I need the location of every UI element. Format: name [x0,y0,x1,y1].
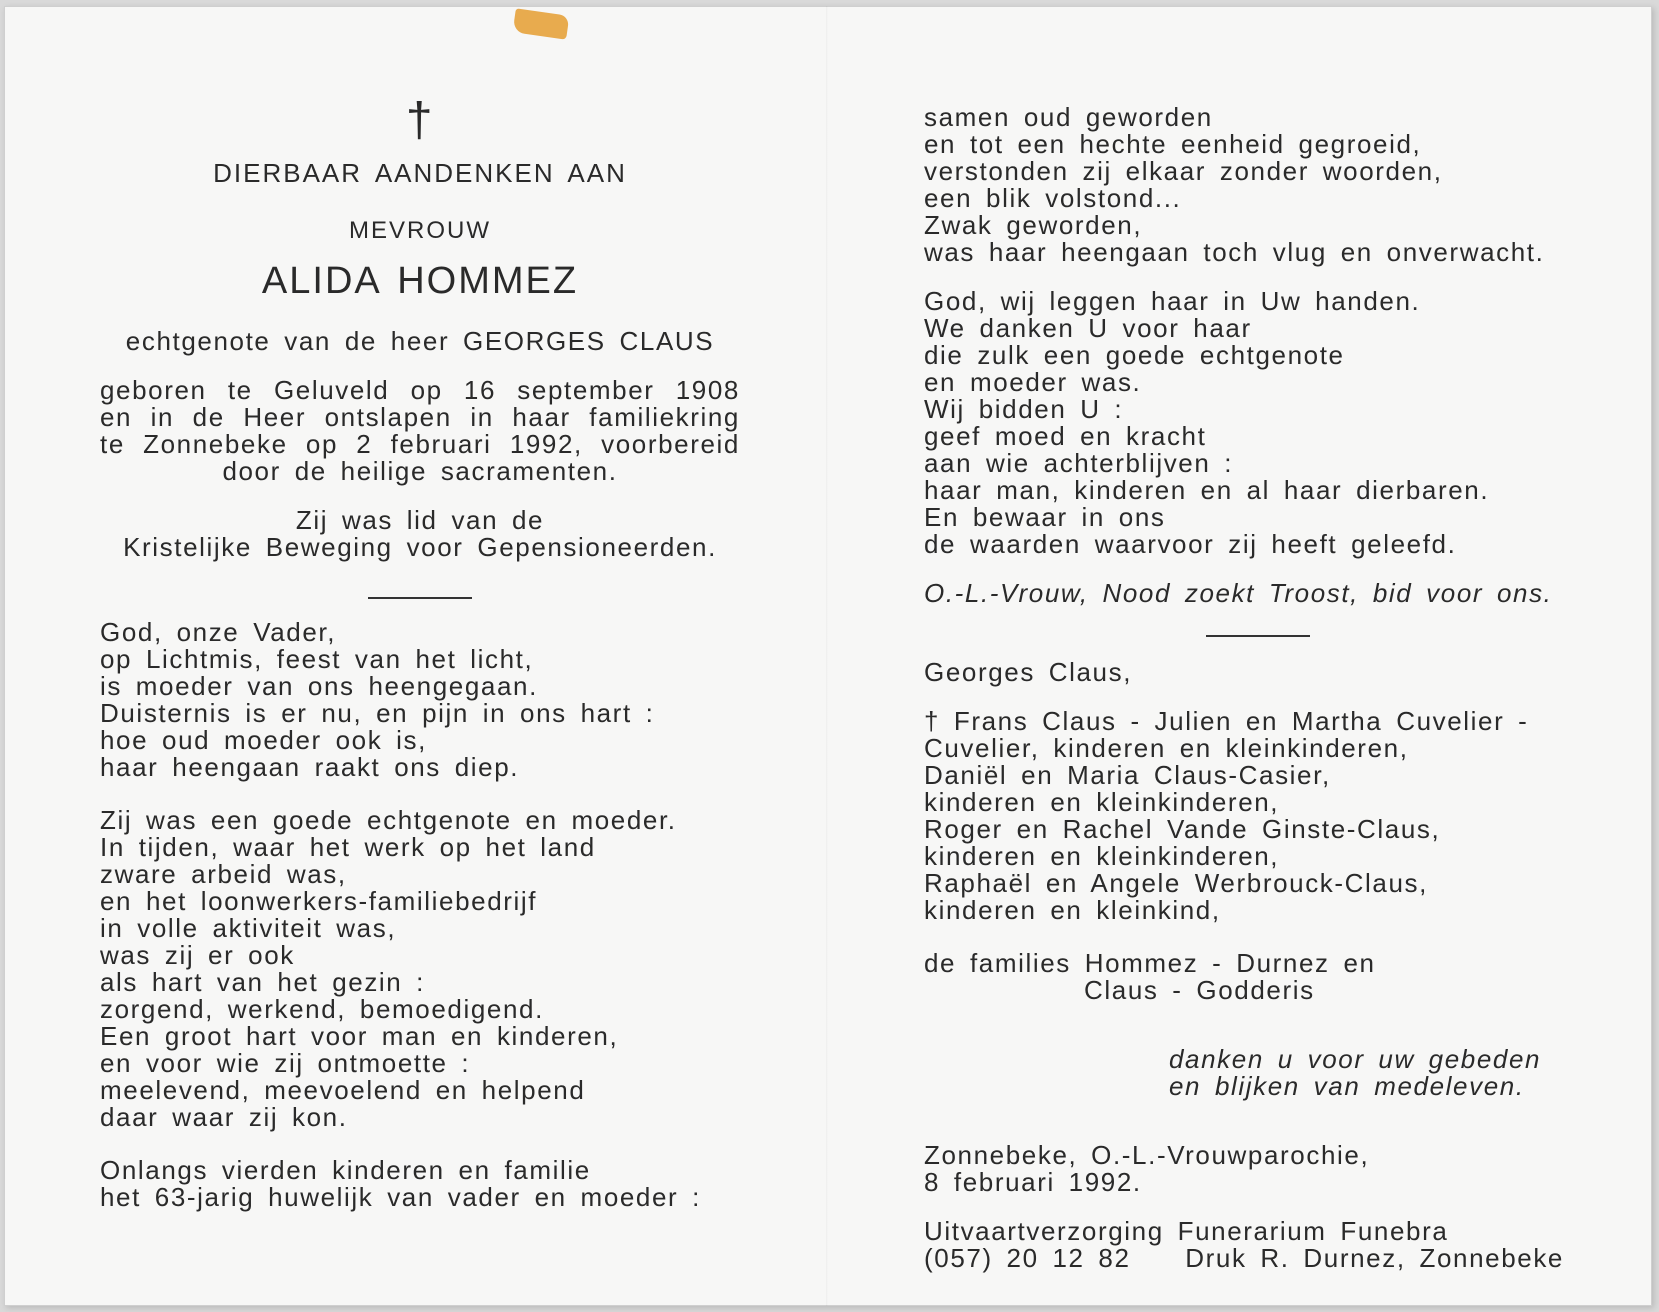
text-line: de families Hommez - Durnez en [924,948,1376,978]
imprint-row [924,1245,1564,1272]
text-line: op Lichtmis, feest van het licht, [100,644,534,674]
text-line: zware arbeid was, [100,859,347,889]
list-item: Daniël en Maria Claus-Casier, [924,760,1331,790]
date-line: 8 februari 1992. [924,1167,1142,1197]
text-line: die zulk een goede echtgenote [924,340,1345,370]
list-item: kinderen en kleinkind, [924,895,1221,925]
text-line: zorgend, werkend, bemoedigend. [100,994,544,1024]
text-line: het 63-jarig huwelijk van vader en moeder : [100,1182,701,1212]
text-line: En bewaar in ons [924,502,1166,532]
list-item: Raphaël en Angele Werbrouck-Claus, [924,868,1428,898]
text-line: God, onze Vader, [100,617,337,647]
deceased-name: ALIDA HOMMEZ [261,260,579,302]
heading: DIERBAAR AANDENKEN AAN [213,158,627,188]
title-prefix: MEVROUW [349,217,491,244]
fold-line [826,6,828,1306]
spouse-line: echtgenote van de heer GEORGES CLAUS [125,326,715,356]
list-item: † Frans Claus - Julien en Martha Cuvelier - [924,706,1529,736]
husband-name: Georges Claus, [924,657,1133,687]
list-item: kinderen en kleinkinderen, [924,841,1280,871]
cross-icon: † [405,94,435,147]
text-line: als hart van het gezin : [100,967,425,997]
printer-name: Druk R. Durnez, Zonnebeke [1185,1243,1564,1273]
text-line: God, wij leggen haar in Uw handen. [924,286,1421,316]
text-line: We danken U voor haar [924,313,1252,343]
text-line: meelevend, meevoelend en helpend [100,1075,586,1105]
membership-text [100,507,740,561]
text-line: Zwak geworden, [924,210,1143,240]
left-page [100,96,740,1211]
text-line: Een groot hart voor man en kinderen, [100,1021,619,1051]
text-line: en in de Heer ontslapen in haar familiekring [100,402,740,432]
text-line: geboren te Geluveld op 16 september 1908 [100,375,740,405]
text-line: en voor wie zij ontmoette : [100,1048,471,1078]
text-line: door de heilige sacramenten. [222,456,618,486]
poem-4 [924,104,1574,266]
text-line: aan wie achterblijven : [924,448,1234,478]
text-line: een blik volstond... [924,183,1182,213]
text-line: de waarden waarvoor zij heeft geleefd. [924,529,1457,559]
text-line: Zij was een goede echtgenote en moeder. [100,805,677,835]
memorial-card [4,6,1652,1306]
tape-mark [513,8,570,39]
phone-number: (057) 20 12 82 [924,1243,1131,1273]
poem-3 [100,1157,740,1211]
list-item: kinderen en kleinkinderen, [924,787,1280,817]
text-line: In tijden, waar het werk op het land [100,832,596,862]
text-line: hoe oud moeder ook is, [100,725,427,755]
families [924,950,1574,1004]
text-line: samen oud geworden [924,102,1213,132]
text-line: en het loonwerkers-familiebedrijf [100,886,538,916]
text-line: Zij was lid van de [295,505,545,535]
text-line: daar waar zij kon. [100,1102,348,1132]
place-date [924,1142,1574,1196]
text-line: te Zonnebeke op 2 februari 1992, voorbereid [100,429,740,459]
text-line: Claus - Godderis [1084,975,1315,1005]
text-line: in volle aktiviteit was, [100,913,397,943]
text-line: Wij bidden U : [924,394,1124,424]
divider [1206,635,1310,637]
text-line: haar heengaan raakt ons diep. [100,752,520,782]
imprint [924,1218,1574,1272]
funeral-home: Uitvaartverzorging Funerarium Funebra [924,1216,1449,1246]
family-list [924,708,1574,924]
text-line: danken u voor uw gebeden [1169,1044,1542,1074]
invocation: O.-L.-Vrouw, Nood zoekt Troost, bid voor ons. [924,578,1553,608]
text-line: was haar heengaan toch vlug en onverwacht. [924,237,1545,267]
poem-1 [100,619,740,781]
text-line: verstonden zij elkaar zonder woorden, [924,156,1443,186]
prayer [924,288,1574,558]
text-line: geef moed en kracht [924,421,1207,451]
right-page [924,104,1574,1272]
text-line: haar man, kinderen en al haar dierbaren. [924,475,1490,505]
divider [368,597,472,599]
thanks-text [1169,1046,1574,1100]
text-line: Onlangs vierden kinderen en familie [100,1155,591,1185]
list-item: Cuvelier, kinderen en kleinkinderen, [924,733,1409,763]
text-line: Kristelijke Beweging voor Gepensioneerden. [123,532,717,562]
list-item: Roger en Rachel Vande Ginste-Claus, [924,814,1441,844]
text-line: Duisternis is er nu, en pijn in ons hart : [100,698,655,728]
place-line: Zonnebeke, O.-L.-Vrouwparochie, [924,1140,1370,1170]
birth-death-text [100,377,740,485]
text-line: en blijken van medeleven. [1169,1071,1525,1101]
text-line: is moeder van ons heengegaan. [100,671,538,701]
text-line: en moeder was. [924,367,1142,397]
text-line: was zij er ook [100,940,295,970]
poem-2 [100,807,740,1131]
text-line: en tot een hechte eenheid gegroeid, [924,129,1422,159]
